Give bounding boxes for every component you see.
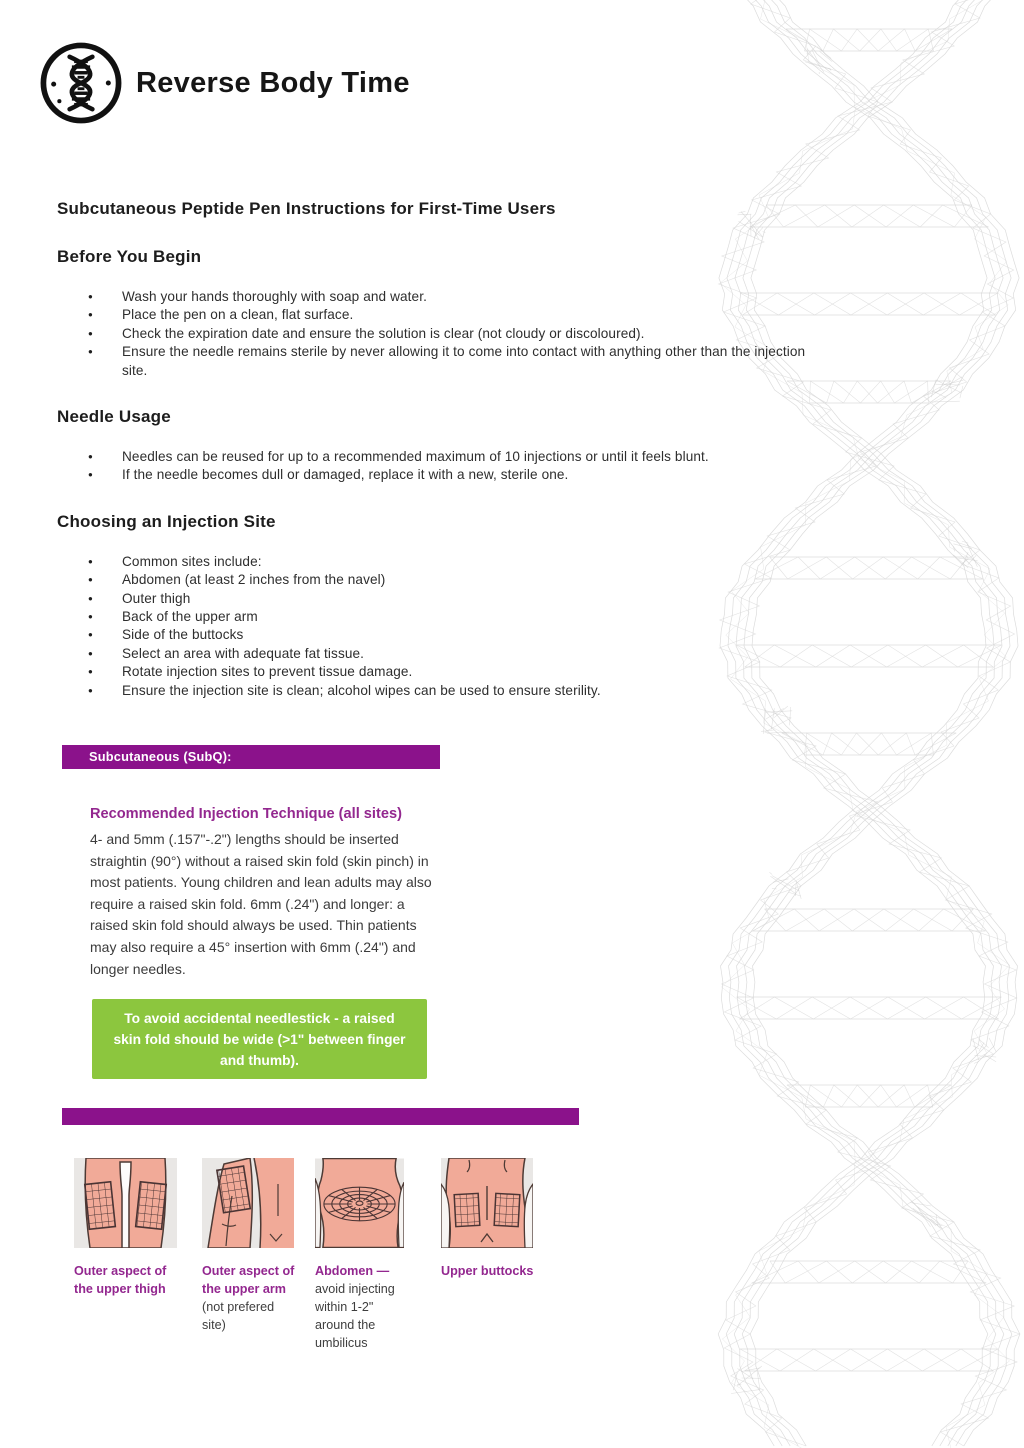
injection-site-thigh [74,1158,177,1298]
section-heading-before-you-begin: Before You Begin [57,247,202,266]
upper-arm-diagram-icon [202,1158,297,1248]
brand-name: Reverse Body Time [136,66,410,99]
list-item: ● Side of the buttocks [122,626,812,644]
bullet-list-needle-usage [57,448,812,485]
list-item: ● Common sites include: [122,553,812,571]
callout-text: To avoid accidental needlestick - a raised skin fold should be wide (>1" between finger and thumb). [113,1010,406,1068]
site-label: Outer aspect of the upper arm [202,1264,295,1296]
document-body [57,198,812,700]
upper-buttocks-diagram-icon [441,1158,551,1248]
list-item: ● Outer thigh [122,590,812,608]
technique-body: 4- and 5mm (.157"-.2") lengths should be inserted straightin (90°) without a raised skin fold (skin pinch) in most patients. Young children and lean adults may also require a raised skin fold. 6mm (.24") and longer: a raised skin fold should always be used. Thin patients may also require a 45° insertion with 6mm (.24") and longer needles. [90,831,432,977]
technique-heading: Recommended Injection Technique (all sites) [90,806,402,822]
section-heading-needle-usage: Needle Usage [57,407,171,427]
list-item: ● If the needle becomes dull or damaged, replace it with a new, sterile one. [122,466,812,484]
abdomen-diagram-icon [315,1158,407,1248]
site-note: (not prefered site) [202,1300,275,1332]
site-label: Outer aspect of the upper thigh [74,1264,167,1296]
outer-thigh-diagram-icon [74,1158,177,1248]
list-item: ● Ensure the injection site is clean; alcohol wipes can be used to ensure sterility. [122,682,812,700]
bullet-list-before-you-begin [57,288,812,380]
list-item: ● Needles can be reused for up to a recommended maximum of 10 injections or until it feels blunt. [122,448,812,466]
list-item: ● Place the pen on a clean, flat surface. [122,306,812,324]
injection-site-abdomen [315,1158,407,1352]
dna-logo-icon [40,42,122,124]
list-item: ● Ensure the needle remains sterile by never allowing it to come into contact with anything other than the injection site. [122,343,812,380]
bullet-list-choosing-site [57,553,812,700]
injection-site-upper-buttocks [441,1158,551,1280]
injection-site-upper-arm [202,1158,297,1334]
list-item: ● Wash your hands thoroughly with soap and water. [122,288,812,306]
technique-block [90,804,442,980]
list-item: ● Check the expiration date and ensure the solution is clear (not cloudy or discoloured). [122,325,812,343]
list-item: ● Abdomen (at least 2 inches from the navel) [122,571,812,589]
site-label: Upper buttocks [441,1264,534,1278]
page-title: Subcutaneous Peptide Pen Instructions for First-Time Users [57,199,556,218]
site-label: Abdomen — [315,1264,390,1278]
purple-divider-bar [62,1108,579,1125]
list-item: ● Select an area with adequate fat tissue. [122,645,812,663]
site-note: avoid injecting within 1-2" around the umbilicus [315,1282,395,1350]
section-heading-choosing-site: Choosing an Injection Site [57,511,276,531]
brand-header [40,42,410,124]
needlestick-callout [92,999,427,1079]
list-item: ● Back of the upper arm [122,608,812,626]
list-item: ● Rotate injection sites to prevent tissue damage. [122,663,812,681]
subq-banner: Subcutaneous (SubQ): [62,745,440,769]
